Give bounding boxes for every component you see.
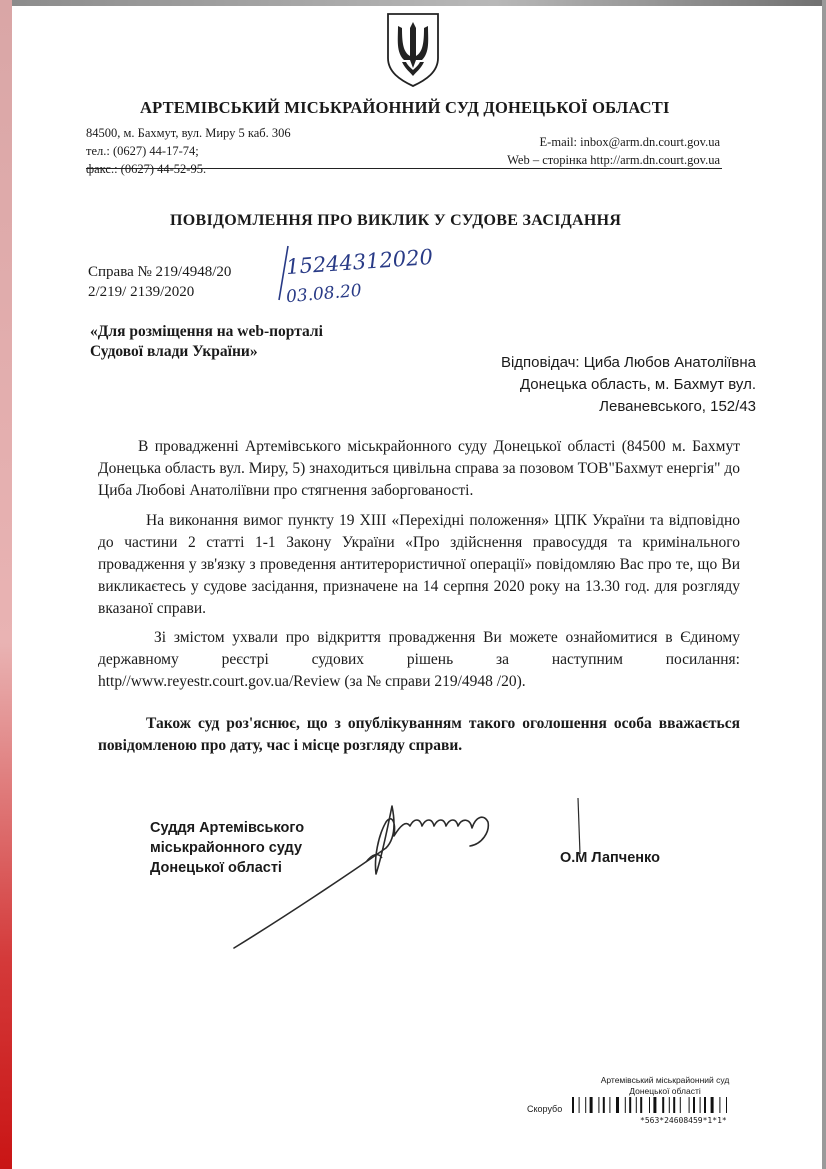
web-note-line-2: Судової влади України» — [90, 343, 258, 360]
handwritten-date: 03.08.20 — [285, 280, 363, 308]
barcode-bar — [640, 1097, 642, 1113]
paragraph-registry-link: Зі змістом ухвали про відкриття провадження Ви можете ознайомитися в Єдиному державному реєстрі судових рішень за наступним посилання: http//www.reyestr.court.gov.ua/Review (за № справи 219/4948 /20). — [98, 629, 740, 690]
scan-edge-left — [0, 0, 12, 1169]
barcode-bar — [616, 1097, 619, 1113]
barcode-bar — [653, 1097, 656, 1113]
paragraph-summons: На виконання вимог пункту 19 XIII «Перехідні положення» ЦПК України та відповідно до частини 2 статті 1-1 Закону України «Про здійснення правосуддя та кримінального провадження у зв'язку з проведення антитерористичної операції» повідомляю Вас про те, що Ви викликаєтесь у судове засідання, призначене на 14 серпня 2020 року на 13.30 год. для розгляду вказаної справи. — [98, 512, 740, 617]
barcode-bar — [669, 1097, 670, 1113]
web-note-line-1: «Для розміщення на web-порталі — [90, 323, 323, 340]
barcode-bar — [572, 1097, 574, 1113]
barcode-bar — [680, 1097, 681, 1113]
judge-title-line-3: Донецької області — [150, 860, 282, 876]
court-contacts-right — [444, 133, 720, 169]
barcode-bar — [590, 1097, 593, 1113]
respondent-address-2: Леваневського, 152/43 — [599, 398, 756, 415]
case-numbers — [88, 262, 231, 302]
barcode-bar — [673, 1097, 675, 1113]
barcode-bar — [609, 1097, 610, 1113]
scan-edge-top — [0, 0, 826, 6]
proceeding-number: 2/219/ 2139/2020 — [88, 284, 195, 300]
court-email: E-mail: inbox@arm.dn.court.gov.ua — [539, 135, 720, 149]
court-address: 84500, м. Бахмут, вул. Миру 5 каб. 306 — [86, 126, 291, 140]
barcode-bar — [636, 1097, 637, 1113]
barcode-bar — [579, 1097, 580, 1113]
footer-court-line-2: Донецької області — [629, 1086, 701, 1096]
judge-title-line-2: міськрайонного суду — [150, 840, 303, 856]
barcode-bar — [649, 1097, 650, 1113]
respondent-name: Відповідач: Циба Любов Анатоліївна — [500, 354, 756, 371]
signature-line — [576, 796, 582, 856]
barcode-bar — [629, 1097, 631, 1113]
barcode-bar — [603, 1097, 605, 1113]
scan-edge-right — [822, 0, 826, 1169]
court-contacts-left — [86, 124, 291, 178]
footer-scan-label: Скорубо — [527, 1104, 563, 1114]
barcode-bar — [585, 1097, 586, 1113]
trident-icon — [382, 10, 444, 88]
case-number: Справа № 219/4948/20 — [88, 264, 232, 280]
footer-court-line-1: Артемівський міськрайонний суд — [600, 1075, 730, 1085]
court-website: Web – сторінка http://arm.dn.court.gov.ua — [507, 153, 720, 167]
respondent-block — [400, 352, 756, 418]
barcode-bar — [704, 1097, 706, 1113]
barcode-bar — [598, 1097, 599, 1113]
handwritten-registration-number: 15244312020 — [285, 244, 434, 280]
paragraph-clarification: Також суд роз'яснює, що з опублікуванням такого оголошення особа вважається повідомленою про дату, час і місце розгляду справи. — [98, 715, 740, 754]
barcode-bar — [693, 1097, 695, 1113]
barcode-bar — [711, 1097, 714, 1113]
court-phone: тел.: (0627) 44-17-74; — [86, 144, 199, 158]
barcode-number: *563*24608459*1*1* — [640, 1116, 727, 1125]
barcode-bar — [689, 1097, 690, 1113]
barcode-bar — [625, 1097, 626, 1113]
barcode — [572, 1097, 802, 1115]
judge-title-line-1: Суддя Артемівського — [150, 820, 305, 836]
barcode-bar — [719, 1097, 720, 1113]
document-title: ПОВІДОМЛЕННЯ ПРО ВИКЛИК У СУДОВЕ ЗАСІДАННЯ — [170, 212, 622, 229]
footer-court-stamp — [560, 1075, 770, 1097]
court-fax: факс.: (0627) 44-52-95. — [86, 162, 207, 176]
barcode-bar — [700, 1097, 701, 1113]
paragraph-case-info: В провадженні Артемівського міськрайонного суду Донецької області (84500 м. Бахмут Донецька область вул. Миру, 5) знаходиться цивільна справа за позовом ТОВ"Бахмут енергія" до Циба Любові Анатоліївни про стягнення заборгованості. — [98, 438, 740, 499]
judge-signature — [226, 796, 526, 954]
web-portal-note — [90, 322, 323, 362]
barcode-bar — [726, 1097, 727, 1113]
respondent-address-1: Донецька область, м. Бахмут вул. — [519, 376, 756, 393]
judge-name: О.М Лапченко — [560, 850, 660, 866]
court-name: АРТЕМІВСЬКИЙ МІСЬКРАЙОННИЙ СУД ДОНЕЦЬКОЇ ОБЛАСТІ — [140, 98, 670, 117]
header-divider — [86, 168, 722, 169]
barcode-bar — [662, 1097, 664, 1113]
